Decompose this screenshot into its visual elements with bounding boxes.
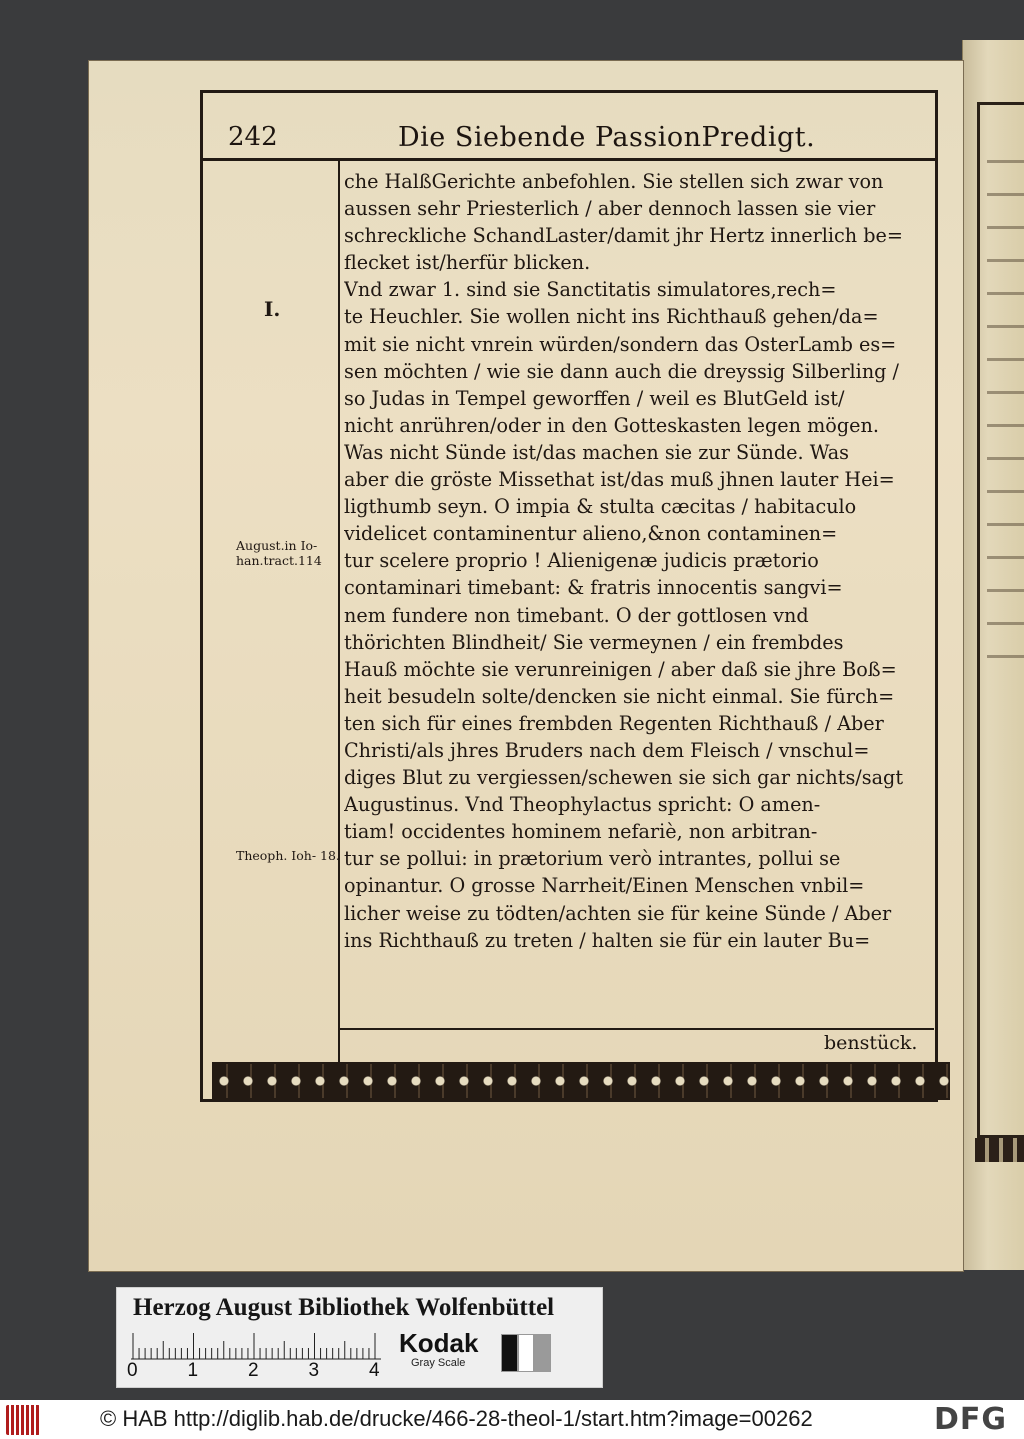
- text-line: thörichten Blindheit/ Sie vermeynen / ein frembdes: [344, 630, 844, 654]
- gray-swatch: [534, 1334, 551, 1372]
- text-line: nicht anrühren/oder in den Gotteskasten legen mögen.: [344, 413, 879, 437]
- book-page: [88, 60, 964, 1272]
- ruler-label: 3: [308, 1360, 320, 1381]
- text-line: Hauß möchte sie verunreinigen / aber daß sie jhre Boß=: [344, 657, 897, 681]
- ruler-label: 1: [187, 1360, 199, 1381]
- text-line: te Heuchler. Sie wollen nicht ins Richthauß gehen/da=: [344, 305, 879, 329]
- copyright-url[interactable]: © HAB http://diglib.hab.de/drucke/466-28-theol-1/start.htm?image=00262: [100, 1406, 813, 1431]
- margin-note-numeral: I.: [264, 297, 281, 321]
- kodak-logo: Kodak: [399, 1328, 479, 1358]
- page-number: 242: [228, 122, 278, 152]
- dfg-logo[interactable]: DFG: [934, 1402, 1008, 1437]
- ruler-scale: [131, 1332, 381, 1360]
- text-line: ins Richthauß zu treten / halten sie für ein lauter Bu=: [344, 928, 871, 952]
- margin-rule: [338, 160, 340, 1098]
- catchword: benstück.: [824, 1032, 918, 1054]
- text-line: aussen sehr Priesterlich / aber dennoch lassen sie vier: [344, 197, 876, 221]
- ruler-labels: [127, 1360, 397, 1382]
- body-text: [344, 168, 934, 954]
- margin-note-augustine: August.in Io- han.tract.114: [236, 538, 322, 568]
- header-rule: [200, 158, 938, 161]
- text-line: flecket ist/herfür blicken.: [344, 251, 591, 275]
- footer-bar: [0, 1400, 1024, 1439]
- hab-logo-icon[interactable]: [6, 1405, 40, 1435]
- adjacent-page-lines: [987, 160, 1024, 688]
- text-line: tur se pollui: in prætorium verò intrantes, pollui se: [344, 847, 841, 871]
- text-line: opinantur. O grosse Narrheit/Einen Menschen vnbil=: [344, 874, 865, 898]
- margin-note-theophylactus: Theoph. Ioh- 18.: [236, 848, 340, 863]
- text-line: sen möchten / wie sie dann auch die dreyssig Silberling /: [344, 359, 900, 383]
- text-line: schreckliche SchandLaster/damit jhr Hertz innerlich be=: [344, 224, 903, 248]
- text-line: nem fundere non timebant. O der gottlosen vnd: [344, 603, 809, 627]
- text-line: Was nicht Sünde ist/das machen sie zur Sünde. Was: [344, 440, 850, 464]
- text-line: tur scelere proprio ! Alienigenæ judicis prætorio: [344, 549, 819, 573]
- adjacent-page-edge: [962, 40, 1024, 1270]
- text-line: so Judas in Tempel geworffen / weil es BlutGeld ist/: [344, 386, 845, 410]
- text-line: Christi/als jhres Bruders nach dem Fleisch / vnschul=: [344, 738, 870, 762]
- ruler-label: 4: [369, 1360, 380, 1381]
- text-line: Augustinus. Vnd Theophylactus spricht: O amen-: [344, 793, 821, 817]
- text-line: ten sich für eines frembden Regenten Richthauß / Aber: [344, 711, 884, 735]
- text-line: che HalßGerichte anbefohlen. Sie stellen sich zwar von: [344, 170, 884, 193]
- color-reference-card: [116, 1287, 603, 1388]
- text-line: tiam! occidentes hominem nefariè, non arbitran-: [344, 820, 818, 844]
- ornament-border: [212, 1062, 950, 1100]
- gray-swatch: [518, 1334, 535, 1372]
- gray-swatches: [501, 1334, 551, 1370]
- text-line: heit besudeln solte/dencken sie nicht einmal. Sie fürch=: [344, 684, 895, 708]
- text-line: contaminari timebant: & fratris innocentis sangvi=: [344, 576, 843, 600]
- text-line: videlicet contaminentur alieno,&non contaminen=: [344, 522, 838, 546]
- bottom-rule: [340, 1028, 934, 1030]
- text-line: aber die gröste Missethat ist/das muß jhnen lauter Hei=: [344, 468, 895, 492]
- gray-swatch: [501, 1334, 518, 1372]
- library-name: Herzog August Bibliothek Wolfenbüttel: [133, 1294, 555, 1321]
- text-line: Vnd zwar 1. sind sie Sanctitatis simulatores,rech=: [344, 278, 837, 302]
- ruler-label: 2: [248, 1360, 259, 1381]
- running-title: Die Siebende PassionPredigt.: [398, 122, 816, 153]
- gray-scale-label: Gray Scale: [411, 1357, 466, 1369]
- text-line: mit sie nicht vnrein würden/sondern das OsterLamb es=: [344, 332, 897, 356]
- text-line: ligthumb seyn. O impia & stulta cæcitas / habitaculo: [344, 495, 857, 519]
- text-line: licher weise zu tödten/achten sie für keine Sünde / Aber: [344, 901, 892, 925]
- text-line: diges Blut zu vergiessen/schewen sie sich gar nichts/sagt: [344, 766, 904, 790]
- ruler-label: 0: [127, 1360, 138, 1381]
- adjacent-page-ornament: [975, 1138, 1024, 1162]
